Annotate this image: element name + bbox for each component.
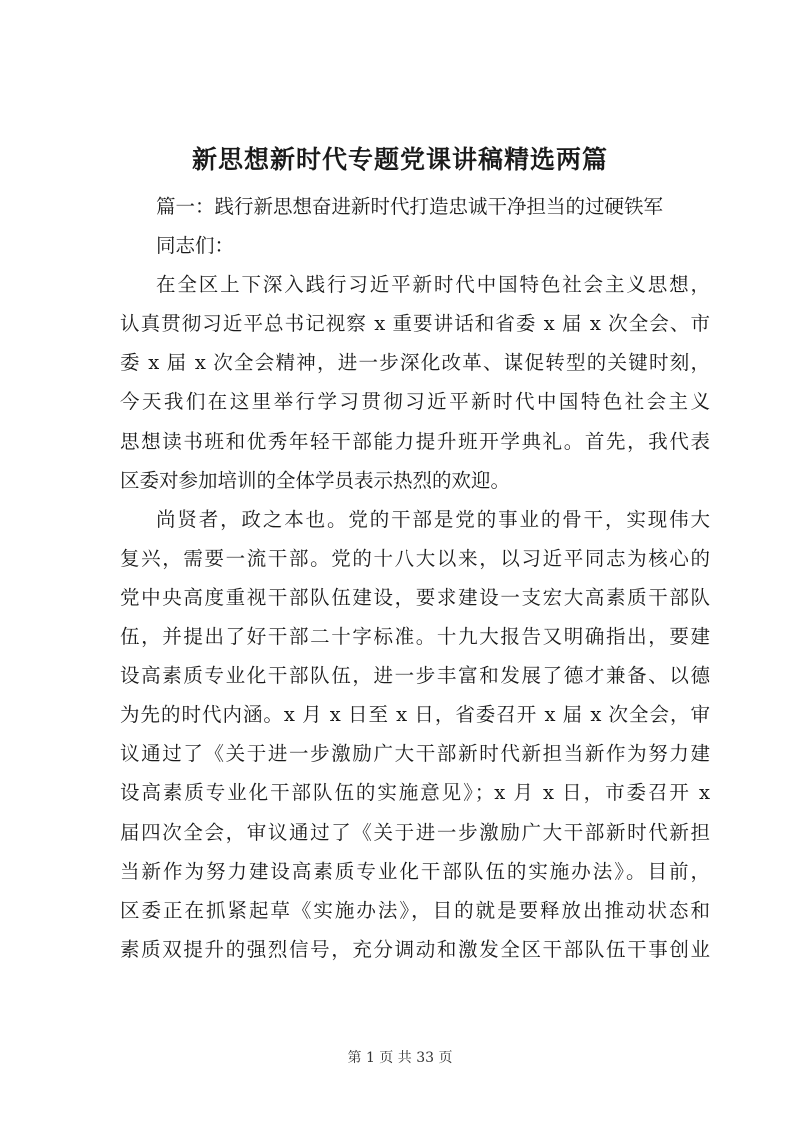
body-line: 届四次全会，审议通过了《关于进一步激励广大干部新时代新担 <box>120 820 710 844</box>
body-line: 区委正在抓紧起草《实施办法》，目的就是要释放出推动状态和 <box>120 898 710 922</box>
body-line: 委 x 届 x 次全会精神，进一步深化改革、谋促转型的关键时刻， <box>120 351 710 375</box>
body-line: 当新作为努力建设高素质专业化干部队伍的实施办法》。目前， <box>120 859 710 883</box>
body-line: 在全区上下深入践行习近平新时代中国特色社会主义思想， <box>156 273 710 297</box>
page-number-footer: 第 1 页 共 33 页 <box>347 1050 453 1066</box>
body-line: 议通过了《关于进一步激励广大干部新时代新担当新作为努力建 <box>120 742 710 766</box>
body-line: 为先的时代内涵。x 月 x 日至 x 日，省委召开 x 届 x 次全会，审 <box>120 703 710 727</box>
body-line: 党中央高度重视干部队伍建设，要求建设一支宏大高素质干部队 <box>120 585 710 609</box>
body-line: 认真贯彻习近平总书记视察 x 重要讲话和省委 x 届 x 次全会、市 <box>120 312 710 336</box>
document-body <box>120 187 710 969</box>
document-title: 新思想新时代专题党课讲稿精选两篇 <box>191 145 608 174</box>
body-line: 尚贤者，政之本也。党的干部是党的事业的骨干，实现伟大 <box>156 507 710 531</box>
body-line: 设高素质专业化干部队伍，进一步丰富和发展了德才兼备、以德 <box>120 664 710 688</box>
body-line: 复兴，需要一流干部。党的十八大以来，以习近平同志为核心的 <box>120 546 710 570</box>
body-line: 今天我们在这里举行学习贯彻习近平新时代中国特色社会主义 <box>120 390 710 414</box>
body-line: 素质双提升的强烈信号，充分调动和激发全区干部队伍干事创业 <box>120 937 710 961</box>
body-line: 区委对参加培训的全体学员表示热烈的欢迎。 <box>120 468 511 492</box>
body-line: 思想读书班和优秀年轻干部能力提升班开学典礼。首先，我代表 <box>120 429 710 453</box>
body-line: 同志们： <box>156 234 235 258</box>
body-line: 伍，并提出了好干部二十字标准。十九大报告又明确指出，要建 <box>120 625 710 649</box>
body-line: 篇一：践行新思想奋进新时代打造忠诚干净担当的过硬铁军 <box>156 195 664 218</box>
body-line: 设高素质专业化干部队伍的实施意见》；x 月 x 日，市委召开 x <box>120 781 710 805</box>
